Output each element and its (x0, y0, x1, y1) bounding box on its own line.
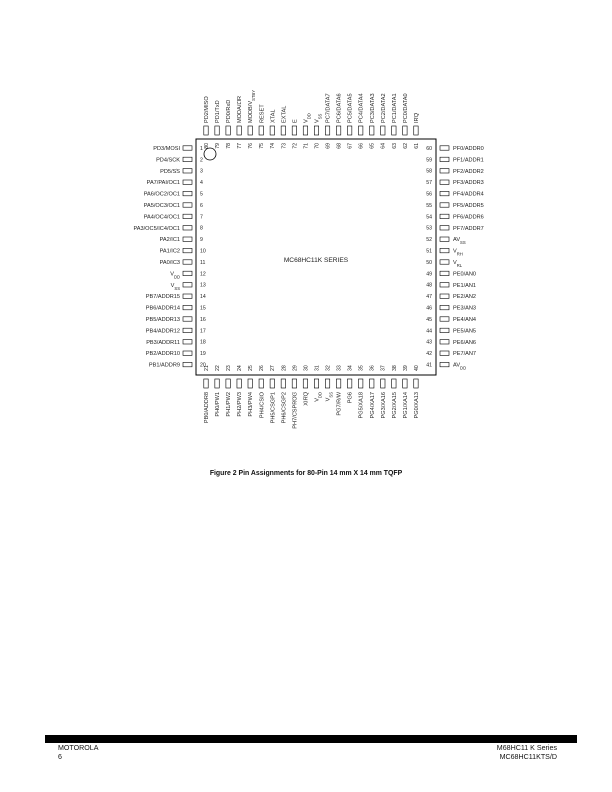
pin-number: 15 (200, 305, 206, 312)
pin-lead (440, 157, 449, 161)
figure-caption: Figure 2 Pin Assignments for 80-Pin 14 mm X 14 mm TQFP (209, 470, 403, 477)
pin-number: 21 (203, 365, 210, 371)
pin-lead (303, 379, 307, 388)
pin-label: PH6/CSGP2 (281, 392, 288, 424)
pin-number: 61 (413, 143, 420, 149)
pin-lead (292, 379, 296, 388)
pin-label: PB5/ADDR13 (145, 317, 180, 323)
pin-label: PD1/TxD (215, 100, 222, 123)
pin-lead (359, 126, 363, 135)
pin-label: PE2/AN2 (453, 294, 477, 301)
pin-label: PC1/DATA1 (391, 93, 398, 123)
pin-number: 16 (200, 316, 206, 323)
pin-lead (414, 126, 418, 135)
pin-lead (183, 271, 192, 275)
pin-label: PB7/ADDR15 (145, 294, 180, 301)
pin-lead (259, 126, 263, 135)
pin-label: XTAL (270, 109, 277, 123)
pin-lead (292, 126, 296, 135)
pin-label: PG4/XA17 (369, 392, 376, 419)
pin-lead (281, 379, 285, 388)
pin-lead (440, 351, 449, 355)
pin-label: EXTAL (281, 105, 288, 123)
pin-number: 32 (325, 365, 332, 371)
pin-lead (414, 379, 418, 388)
pin-lead (370, 379, 374, 388)
pin-lead (183, 214, 192, 218)
pin-label: PG3/XA16 (380, 392, 387, 419)
pin-lead (440, 294, 449, 298)
pin-label: PF6/ADDR6 (453, 214, 484, 221)
pin-number: 45 (426, 316, 432, 323)
pin-label: PD5/SS (160, 168, 180, 175)
pin-label: PE7/AN7 (453, 351, 477, 358)
pin-lead (440, 328, 449, 332)
pin-number: 33 (336, 365, 343, 371)
pin-lead (183, 294, 192, 298)
pin-number: 38 (391, 365, 398, 371)
pin-lead (183, 203, 192, 207)
pin-number: 4 (200, 180, 203, 187)
pin-number: 65 (369, 143, 376, 149)
pin-lead (336, 379, 340, 388)
pin-label: PA7/PAI/OC1 (146, 180, 180, 187)
pin-lead (314, 126, 318, 135)
pin-number: 52 (426, 237, 432, 244)
pin-lead (183, 328, 192, 332)
pin-lead (281, 126, 285, 135)
pin-number: 73 (281, 143, 288, 149)
pin-number: 25 (248, 365, 255, 371)
pin-lead (440, 248, 449, 252)
pin-number: 8 (200, 225, 203, 232)
pin-lead (248, 126, 252, 135)
pin-number: 7 (200, 214, 203, 221)
pin-lead (183, 248, 192, 252)
pin-number: 17 (200, 328, 206, 335)
pin-lead (440, 260, 449, 264)
pin-label: PG5/XA18 (358, 392, 365, 419)
pin-lead (440, 169, 449, 173)
pin-label: PH1/PW2 (226, 392, 233, 417)
pin-label: PD3/MOSI (153, 146, 180, 152)
pin-number: 60 (426, 145, 432, 152)
pin-number: 44 (426, 328, 432, 335)
pin-number: 11 (200, 259, 206, 266)
pin-lead (237, 126, 241, 135)
pin-number: 6 (200, 202, 203, 209)
pin-label: PC3/DATA3 (369, 93, 376, 123)
pin-label: PA1/IC2 (159, 248, 180, 255)
pin-label: PF4/ADDR4 (453, 191, 484, 198)
pin-label: PA6/OC2/OC1 (143, 191, 180, 198)
pin-number: 53 (426, 225, 432, 232)
pin-number: 30 (303, 365, 310, 371)
pin-number: 9 (200, 237, 203, 244)
pin-number: 37 (380, 365, 387, 371)
pin-lead (336, 126, 340, 135)
pin-number: 43 (426, 339, 432, 346)
pin-label: PB0/ADDR8 (204, 392, 210, 424)
pin-number: 18 (200, 339, 206, 346)
pin-label: $V_{SS}$ (314, 113, 322, 123)
page-number: 6 (58, 753, 62, 761)
pin-lead (183, 283, 192, 287)
pin-number: 50 (426, 259, 432, 266)
pin-number: 40 (413, 365, 420, 371)
pin-label: PE5/AN5 (453, 328, 477, 335)
pin-label: PA5/OC3/OC1 (143, 203, 180, 209)
pin-number: 49 (426, 271, 432, 278)
pin-number: 3 (200, 168, 203, 175)
footer-right (497, 744, 557, 762)
pin-number: 22 (214, 365, 221, 371)
pin-lead (303, 126, 307, 135)
pin-label: PA0/IC3 (159, 260, 180, 266)
pin-lead (440, 146, 449, 150)
pin-number: 67 (347, 143, 354, 149)
chip-label: MC68HC11K SERIES (283, 257, 349, 264)
pin-label: PF5/ADDR5 (453, 203, 484, 209)
pin-label: PC2/DATA2 (380, 93, 387, 123)
pin-number: 36 (369, 365, 376, 371)
pin-lead (248, 379, 252, 388)
pin-label: PA3/OC5/IC4/OC1 (133, 225, 180, 232)
pin-number: 12 (200, 271, 206, 278)
pin-number: 66 (358, 143, 365, 149)
pin-lead (215, 126, 219, 135)
pin-lead (440, 203, 449, 207)
pin-label: PC7/DATA7 (325, 93, 332, 123)
pin-lead (237, 379, 241, 388)
pin-lead (440, 191, 449, 195)
pin-lead (226, 379, 230, 388)
pin-label: PG1/XA14 (402, 392, 409, 419)
pin-number: 77 (237, 143, 244, 149)
pin-lead (183, 169, 192, 173)
pin-lead (215, 379, 219, 388)
pin-number: 41 (426, 362, 432, 369)
pin-number: 23 (226, 365, 232, 371)
pin-label: PH3/PW4 (248, 392, 255, 417)
pin-label: $V_{RH}$ (453, 248, 463, 257)
footer-publisher: MOTOROLA (58, 744, 99, 752)
pin-lead (270, 126, 274, 135)
pin-lead (183, 351, 192, 355)
pin-lead (381, 126, 385, 135)
pin-number: 69 (325, 143, 332, 149)
pin-lead (183, 340, 192, 344)
pin-number: 39 (402, 365, 409, 371)
pin-lead (440, 317, 449, 321)
pin-label: PB2/ADDR10 (145, 351, 180, 358)
pin-label: PD0/RxD (226, 99, 233, 123)
pin-label: MODB/$V_{STBY}$ (248, 89, 256, 123)
pin-number: 56 (426, 191, 432, 198)
pin-label: PH4/CSIO (259, 392, 266, 419)
pin-number: 75 (259, 143, 266, 149)
pin-number: 68 (336, 143, 343, 149)
pin-number: 10 (200, 248, 206, 255)
pin-number: 47 (426, 294, 432, 301)
pin-number: 1 (200, 145, 203, 152)
pin-label: PE1/AN1 (453, 282, 477, 289)
pin-lead (204, 126, 208, 135)
pin-label: PF7/ADDR7 (453, 225, 484, 232)
pin-number: 27 (270, 365, 277, 371)
pin-number: 62 (402, 143, 409, 149)
pin-lead (270, 379, 274, 388)
pin-number: 29 (292, 365, 299, 371)
pin-number: 35 (358, 365, 365, 371)
pin-lead (183, 191, 192, 195)
footer-bar (45, 735, 577, 743)
pin-number: 46 (426, 305, 432, 312)
pin-label: PE0/AN0 (453, 271, 477, 278)
pin-number: 78 (226, 143, 232, 149)
pin-label: PE4/AN4 (453, 317, 477, 323)
pin-number: 63 (391, 143, 398, 149)
pin-label: RESET (259, 104, 266, 123)
pin-label: IRQ (413, 113, 420, 123)
pin-lead (440, 214, 449, 218)
pin-label: $V_{DD}$ (314, 392, 322, 402)
pin-label: MODA/LIR (237, 95, 244, 123)
pin-number: 58 (426, 168, 432, 175)
pin-number: 14 (200, 294, 206, 301)
pin-number: 34 (347, 365, 354, 371)
pin-number: 54 (426, 214, 432, 221)
pin-number: 20 (200, 362, 206, 369)
pin-lead (392, 126, 396, 135)
pin-lead (183, 237, 192, 241)
pin-number: 13 (200, 282, 206, 289)
pin-label: PA2/IC1 (159, 237, 180, 244)
pin-label: PF3/ADDR3 (453, 180, 484, 187)
pin-number: 26 (259, 365, 266, 371)
pin-lead (183, 146, 192, 150)
pin-label: PC5/DATA5 (347, 93, 354, 123)
pin-number: 64 (380, 143, 387, 149)
pin-lead (381, 379, 385, 388)
pin-label: $V_{SS}$ (170, 282, 180, 291)
pin-label: XIRQ (303, 392, 310, 406)
footer-left (58, 744, 98, 762)
pin-number: 79 (214, 143, 221, 149)
pin-lead (325, 379, 329, 388)
pin-label: PF1/ADDR1 (453, 157, 484, 164)
pin-label: PD2/MISO (204, 96, 210, 123)
pin-lead (403, 379, 407, 388)
pin-label: PH0/PW1 (215, 392, 222, 417)
pin-label: PG0/XA13 (413, 392, 420, 419)
pin-lead (259, 379, 263, 388)
pin-label: PG6 (347, 392, 354, 404)
pin-lead (370, 126, 374, 135)
pin-label: PB6/ADDR14 (145, 305, 180, 312)
footer-series: M68HC11 K Series (496, 744, 557, 752)
pin-number: 80 (203, 143, 210, 149)
footer-doc-id: MC68HC11KTS/D (499, 753, 557, 761)
pin-label: $V_{SS}$ (325, 392, 334, 402)
pin-label: $AV_{DD}$ (453, 362, 467, 371)
pin-lead (440, 305, 449, 309)
pin-label: PC6/DATA6 (336, 93, 343, 123)
pin-label: PA4/OC4/OC1 (143, 214, 180, 221)
pin-number: 55 (426, 202, 432, 209)
pin-number: 31 (314, 365, 321, 371)
pin-lead (226, 126, 230, 135)
pin-lead (347, 126, 351, 135)
pin-label: PF0/ADDR0 (453, 146, 484, 152)
pin-number: 74 (270, 143, 277, 149)
pin-label: PG7/R/W (336, 392, 343, 416)
pin-lead (392, 379, 396, 388)
pin-lead (440, 283, 449, 287)
pin-lead (183, 157, 192, 161)
pin-lead (347, 379, 351, 388)
pin-label: PH5/CSGP1 (270, 392, 277, 424)
pin-label: PE3/AN3 (453, 305, 477, 312)
pin-number: 19 (200, 351, 206, 358)
pin-lead (183, 362, 192, 366)
pin-number: 72 (292, 143, 299, 149)
pin-label: PF2/ADDR2 (453, 168, 484, 175)
pin-lead (183, 180, 192, 184)
pin-label: $AV_{SS}$ (453, 237, 466, 245)
pin-number: 71 (303, 143, 310, 149)
pin-number: 59 (426, 157, 432, 164)
pin-label: PG2/XA15 (391, 392, 398, 419)
pin-lead (183, 226, 192, 230)
pin-label: PH7/CSPROG (292, 392, 299, 429)
pin-lead (440, 271, 449, 275)
pin-number: 28 (281, 365, 288, 371)
pin-lead (359, 379, 363, 388)
pin-lead (183, 305, 192, 309)
pin-label: PC0/DATA0 (402, 93, 409, 123)
pin-number: 48 (426, 282, 432, 289)
pin-label: PB4/ADDR12 (145, 328, 180, 335)
pin-lead (440, 362, 449, 366)
pin-lead (440, 180, 449, 184)
pin-lead (440, 340, 449, 344)
pin-label: PH2/PW3 (237, 392, 244, 417)
pin-number: 5 (200, 191, 203, 198)
pin-lead (440, 237, 449, 241)
pin-lead (440, 226, 449, 230)
pin-label: PC4/DATA4 (358, 93, 365, 123)
pin-number: 51 (426, 248, 432, 255)
pin-lead (204, 379, 208, 388)
pin-number: 57 (426, 180, 432, 187)
pin-lead (183, 260, 192, 264)
pin-number: 2 (200, 157, 203, 164)
pin-lead (314, 379, 318, 388)
pin-label: PE6/AN6 (453, 339, 477, 346)
pin-label: $V_{DD}$ (303, 113, 311, 123)
pin-label: E (292, 119, 299, 123)
pin-lead (403, 126, 407, 135)
pin-number: 42 (426, 351, 432, 358)
pin-label: PB1/ADDR9 (148, 362, 180, 369)
pin-label: $V_{DD}$ (170, 271, 180, 279)
pin-label: $V_{RL}$ (453, 260, 463, 268)
pin-number: 76 (248, 143, 255, 149)
pin-label: PD4/SCK (156, 157, 180, 164)
pin-number: 70 (314, 143, 321, 149)
pin-label: PB3/ADDR11 (146, 339, 180, 346)
pin-lead (325, 126, 329, 135)
pin-number: 24 (237, 365, 244, 371)
pin-lead (183, 317, 192, 321)
